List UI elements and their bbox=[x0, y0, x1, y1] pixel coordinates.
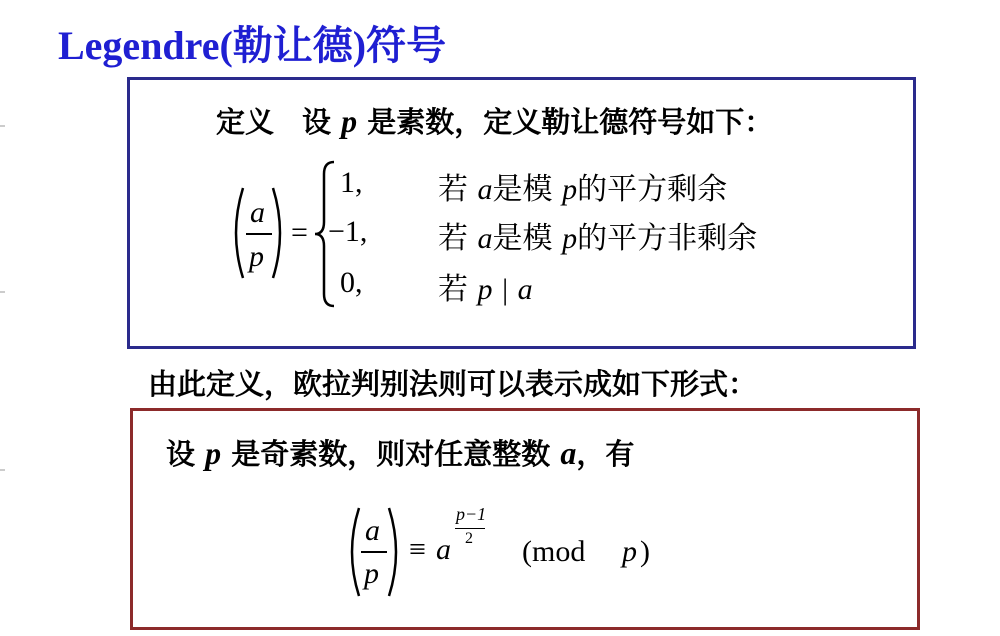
case-3-condition: 若 p | a bbox=[438, 272, 533, 307]
left-paren bbox=[342, 506, 362, 598]
slide-title: Legendre(勒让德)符号 bbox=[58, 23, 447, 68]
transition-text: 由此定义，欧拉判别法则可以表示成如下形式： bbox=[148, 367, 758, 401]
right-paren bbox=[270, 186, 290, 280]
definition-sentence: 定义 设 p 是素数，定义勒让德符号如下： bbox=[216, 103, 774, 139]
case-2-condition: 若 a是模 p的平方非剩余 bbox=[438, 221, 758, 256]
var-p: p bbox=[341, 103, 358, 139]
case-2-value: −1, bbox=[328, 215, 368, 248]
case-3-value: 0, bbox=[340, 266, 363, 299]
definition-label: 定义 bbox=[216, 105, 275, 139]
mod-close: ) bbox=[640, 535, 650, 568]
right-paren bbox=[386, 506, 406, 598]
exponent-denominator: 2 bbox=[465, 530, 473, 547]
var-p: p bbox=[205, 435, 222, 471]
left-paren bbox=[226, 186, 246, 280]
formula-base: a bbox=[436, 533, 451, 566]
symbol-numerator: a bbox=[250, 196, 265, 229]
exponent-numerator: p−1 bbox=[456, 504, 487, 524]
mod-var: p bbox=[622, 535, 637, 568]
case-1-condition: 若 a是模 p的平方剩余 bbox=[438, 172, 728, 207]
exponent-bar bbox=[455, 528, 485, 529]
congruent-sign: ≡ bbox=[409, 533, 426, 566]
euler-sentence: 设 p 是奇素数，则对任意整数 a，有 bbox=[166, 435, 635, 471]
var-a: a bbox=[560, 435, 577, 471]
case-1-value: 1, bbox=[340, 166, 363, 199]
symbol-denominator: p bbox=[249, 240, 264, 273]
edge-tick-marks bbox=[0, 0, 6, 636]
fraction-bar bbox=[361, 551, 387, 553]
equals-sign: = bbox=[291, 216, 308, 249]
formula-denominator: p bbox=[364, 557, 379, 590]
formula-numerator: a bbox=[365, 514, 380, 547]
fraction-bar bbox=[246, 233, 272, 235]
mod-open: (mod bbox=[522, 535, 586, 568]
